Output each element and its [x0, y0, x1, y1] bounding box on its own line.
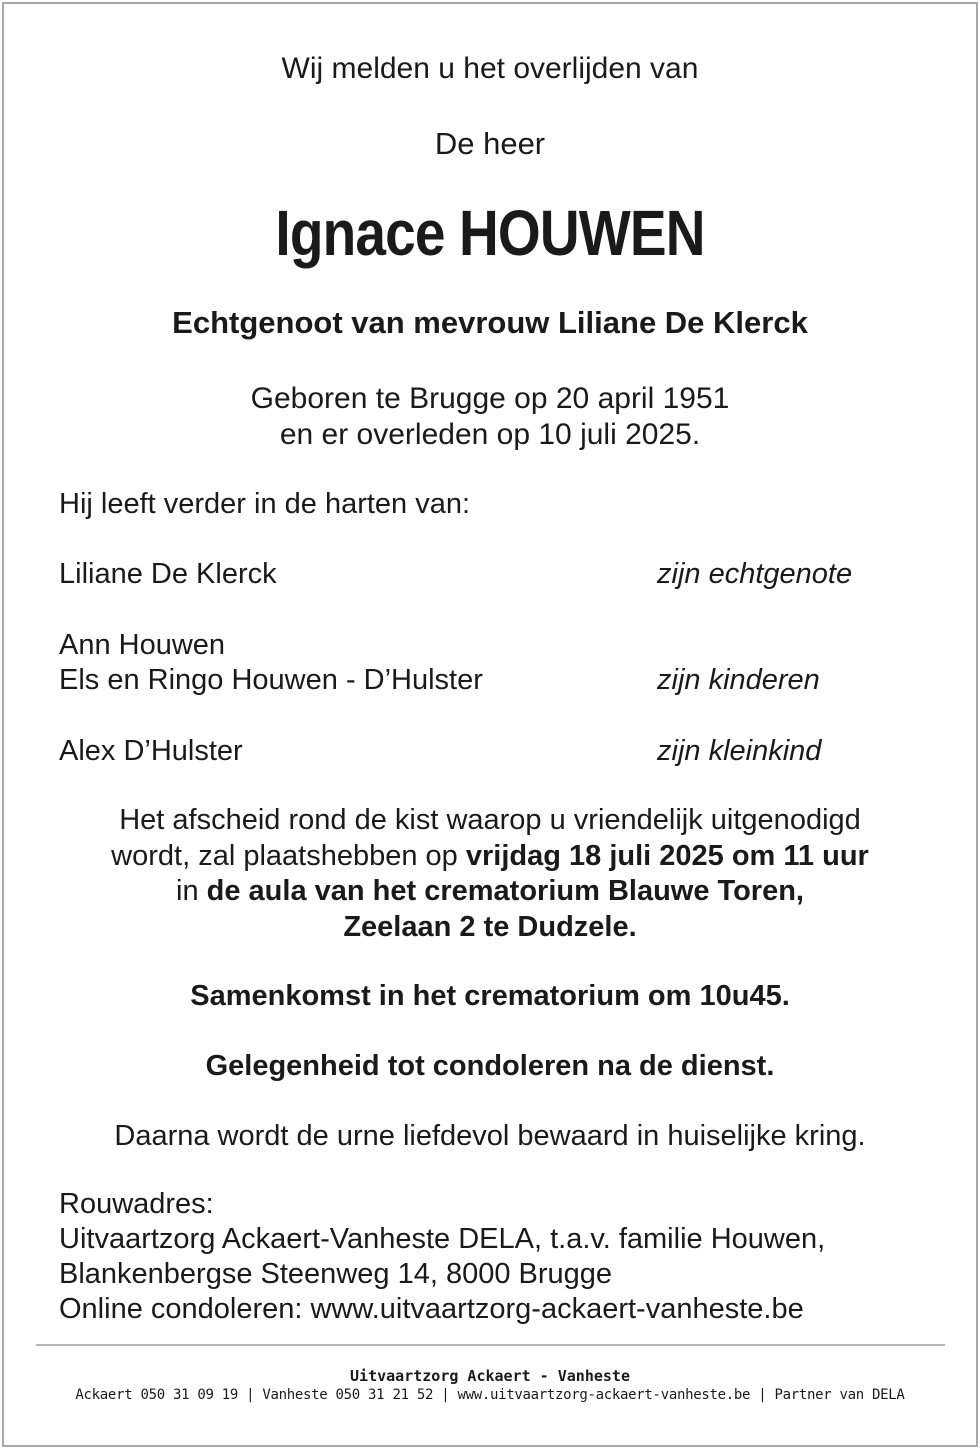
relative-name: Els en Ringo Houwen - D’Hulster	[59, 664, 483, 696]
ceremony-address: Zeelaan 2 te Dudzele.	[343, 910, 637, 943]
hearts-intro: Hij leeft verder in de harten van:	[59, 488, 471, 520]
relation-label: zijn kleinkind	[657, 735, 822, 767]
mourning-address	[59, 1187, 825, 1327]
honorific: De heer	[434, 126, 546, 161]
born-line: Geboren te Brugge op 20 april 1951	[250, 382, 730, 415]
ceremony-date: vrijdag 18 juli 2025 om 11 uur	[465, 839, 869, 872]
gathering-text: Samenkomst in het crematorium om 10u45.	[190, 980, 790, 1012]
ceremony-block	[0, 803, 980, 945]
relative-name: Ann Houwen	[59, 629, 226, 661]
footer-divider	[36, 1344, 945, 1346]
address-line: Blankenbergse Steenweg 14, 8000 Brugge	[59, 1258, 613, 1290]
relative-name: Liliane De Klerck	[59, 558, 277, 590]
relation-label: zijn echtgenote	[657, 558, 853, 590]
died-line: en er overleden op 10 juli 2025.	[279, 418, 701, 451]
birth-death-block	[0, 381, 980, 453]
address-label: Rouwadres:	[59, 1188, 214, 1220]
ceremony-line	[0, 874, 980, 910]
deceased-name: Ignace HOUWEN	[275, 197, 705, 269]
ceremony-line: Het afscheid rond de kist waarop u vriendelijk uitgenodigd	[119, 804, 861, 836]
condolences-text: Gelegenheid tot condoleren na de dienst.	[205, 1050, 775, 1082]
relative-name: Alex D’Hulster	[59, 735, 243, 767]
spouse-line: Echtgenoot van mevrouw Liliane De Klerck	[172, 305, 808, 340]
intro-text: Wij melden u het overlijden van	[281, 52, 699, 85]
online-condolence-link[interactable]: Online condoleren: www.uitvaartzorg-ackaert-vanheste.be	[59, 1293, 804, 1325]
ceremony-venue: de aula van het crematorium Blauwe Toren,	[206, 875, 804, 907]
urn-text: Daarna wordt de urne liefdevol bewaard in huiselijke kring.	[114, 1120, 866, 1152]
footer-info: Ackaert 050 31 09 19 | Vanheste 050 31 21 52 | www.uitvaartzorg-ackaert-vanheste.be | Partner van DELA	[75, 1387, 905, 1403]
ceremony-text: in	[176, 875, 207, 907]
ceremony-text: wordt, zal plaatshebben op	[111, 839, 466, 872]
relation-label: zijn kinderen	[657, 664, 820, 696]
footer-company: Uitvaartzorg Ackaert - Vanheste	[350, 1367, 630, 1385]
ceremony-line	[0, 839, 980, 875]
address-line: Uitvaartzorg Ackaert-Vanheste DELA, t.a.v. familie Houwen,	[59, 1223, 826, 1255]
